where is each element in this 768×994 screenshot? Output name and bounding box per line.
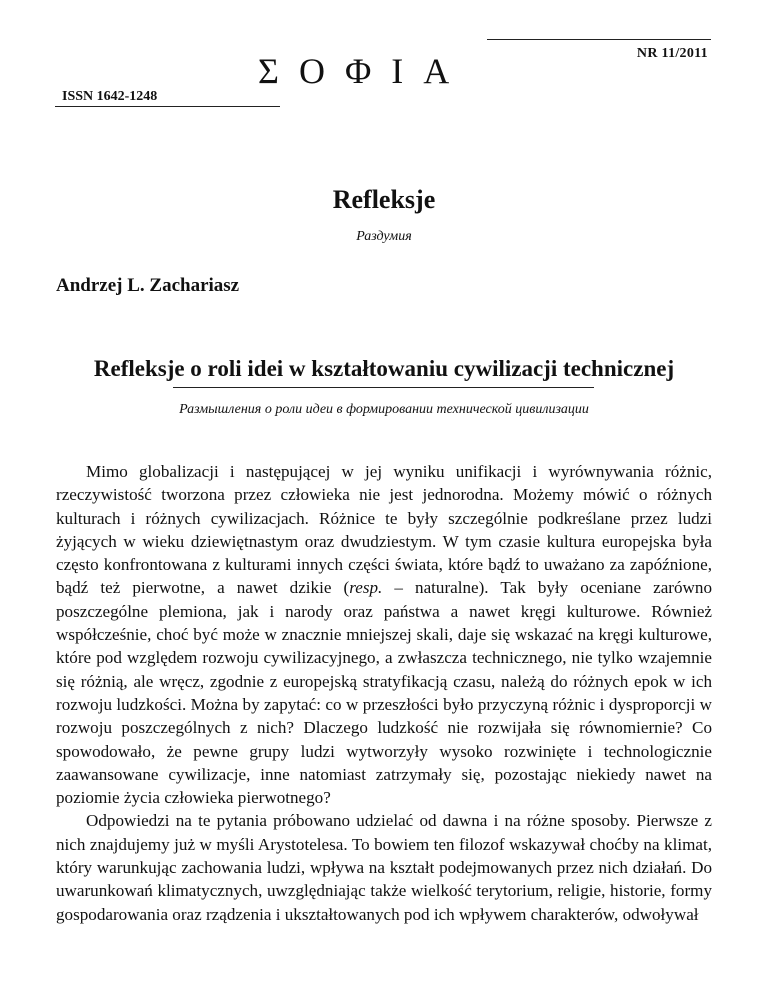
article-author: Andrzej L. Zachariasz <box>56 275 240 296</box>
issn-rule <box>55 106 280 107</box>
body-paragraph-1 <box>56 460 712 809</box>
journal-title: ΣΟΦΙΑ <box>258 51 470 91</box>
issn-label: ISSN 1642-1248 <box>62 89 158 104</box>
article-title-rule <box>173 387 594 388</box>
section-title: Refleksje <box>332 185 436 214</box>
article-title: Refleksje o roli idei w kształtowaniu cywilizacji technicznej <box>93 356 675 381</box>
issue-number: NR 11/2011 <box>636 46 708 61</box>
article-body <box>56 460 712 926</box>
header-top-rule <box>487 39 711 40</box>
paragraph-1-text-b: – naturalne). Tak były oceniane zarówno poszczególne plemiona, jak i narody oraz państwa a nawet kręgi kulturowe. Również współcześnie, choć być może w znacznie mniejszej skali, daje się wskazać na kręgi kulturowe, które pod względem rozwoju cywilizacyjnego, a zwłaszcza technicznego, nie tylko wzajemnie się różnią, ale wręcz, zgodnie z europejską stratyfikacją czasu, należą do różnych epok w ich rozwoju ludzkości. Można by zapytać: co w przeszłości było przyczyną różnic i dysproporcji w rozwoju poszczególnych z nich? Dlaczego ludzkość nie rozwijała się równomiernie? Co spowodowało, że pewne grupy ludzi wytworzyły wysoko rozwinięte i technologicznie zaawansowane cywilizacje, inne natomiast zatrzymały się, pozostając niekiedy nawet na poziomie życia człowieka pierwotnego? <box>56 578 712 808</box>
body-paragraph-2: Odpowiedzi na te pytania próbowano udzielać od dawna i na różne sposoby. Pierwsze z nich znajdujemy już w myśli Arystotelesa. To bowiem ten filozof wskazywał choćby na klimat, który warunkując zachowania ludzi, wpływa na kształt podejmowanych przez nich działań. Do uwarunkowań klimatycznych, uwzględniając także wielkość terytorium, religie, historie, formy gospodarowania oraz rządzenia i ukształtowanych pod ich wpływem charakterów, odwoływał <box>56 811 712 924</box>
paragraph-1-text-a: Mimo globalizacji i następującej w jej wyniku unifikacji i wyrównywania różnic, rzeczywistość tworzona przez człowieka nie jest jednorodna. Możemy mówić o różnych kulturach i różnych cywilizacjach. Różnice te były szczególnie podkreślane przez ludzi żyjących w wieku dziewiętnastym oraz dwudziestym. W tym czasie kultura europejska była często konfrontowana z kulturami innych części świata, które bądź to uważano za zapóźnione, bądź też pierwotne, a nawet dzikie ( <box>56 462 712 598</box>
paragraph-1-italic-resp: resp. <box>349 578 383 598</box>
section-subtitle: Раздумия <box>356 229 412 244</box>
article-subtitle: Размышления о роли идеи в формировании технической цивилизации <box>179 402 589 417</box>
